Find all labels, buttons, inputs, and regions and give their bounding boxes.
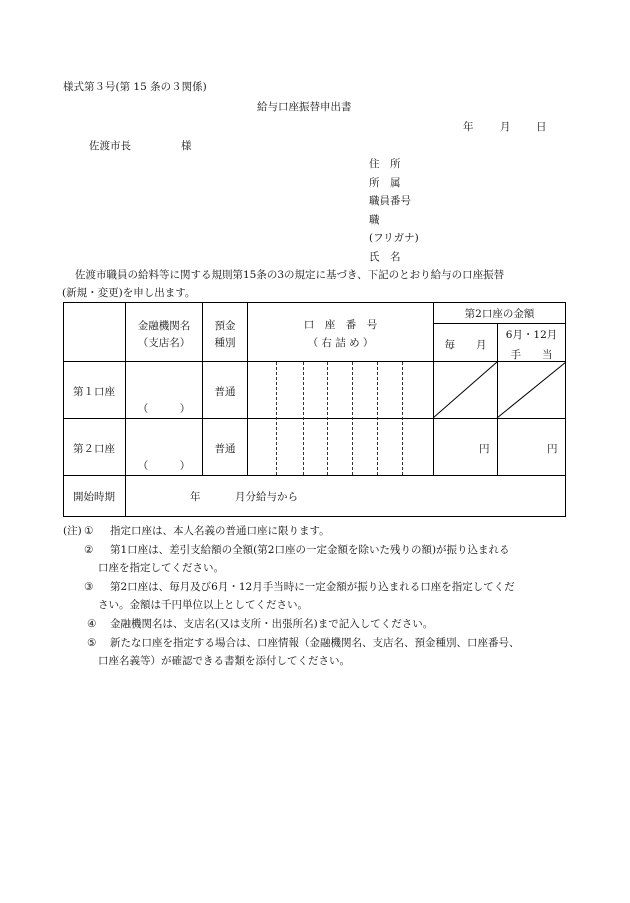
note-1-line-1: 指定口座は、本人名義の普通口座に限ります。 <box>110 525 330 537</box>
row-label-account-2: 第２口座 <box>73 443 115 455</box>
start-month-text: 月分給与から <box>235 491 298 503</box>
note-marker-4: ④ <box>87 618 97 630</box>
note-3-line-2: さい。金額は千円単位以上としてください。 <box>98 599 308 611</box>
date-month: 月 <box>500 121 511 133</box>
branch-blank-account-2: （ ） <box>137 460 191 472</box>
note-marker-5: ⑤ <box>87 637 97 649</box>
note-marker-1: ① <box>84 525 94 537</box>
field-employee-number: 職員番号 <box>369 195 411 207</box>
note-marker-2: ② <box>84 544 94 556</box>
yen-monthly: 円 <box>479 443 490 455</box>
not-applicable-marks <box>433 361 566 419</box>
note-2-line-2: 口座を指定してください。 <box>98 562 224 574</box>
deposit-type-account-2: 普通 <box>214 443 236 455</box>
header-account-number: 口 座 番 号 <box>303 319 378 331</box>
note-3-line-1: 第2口座は、毎月及び6月・12月手当時に一定金額が振り込まれる口座を指定してくだ <box>110 581 515 593</box>
note-5-line-1: 新たな口座を指定する場合は、口座情報（金融機関名、支店名、預金種別、口座番号、 <box>110 637 520 649</box>
header-bonus-months: 6月・12月 <box>505 329 558 341</box>
form-number: 様式第３号(第 15 条の３関係) <box>63 81 207 93</box>
header-deposit-type: 種別 <box>214 337 236 349</box>
note-5-line-2: 口座名義等）が確認できる書類を添付してください。 <box>98 655 350 667</box>
field-address: 住 所 <box>369 158 401 170</box>
header-right-align-note: （ 右 詰 め ） <box>307 337 374 349</box>
statement-line-1: 佐渡市職員の給料等に関する規則第15条の3の規定に基づき、下記のとおり給与の口座振替 <box>75 269 505 281</box>
start-year: 年 <box>190 491 201 503</box>
note-4-line-1: 金融機関名は、支店名(又は支所・出張所名)まで記入してください。 <box>110 618 434 630</box>
header-second-account-amount: 第2口座の金額 <box>464 308 535 320</box>
date-day: 日 <box>536 121 547 133</box>
date-year: 年 <box>463 121 474 133</box>
field-name: 氏 名 <box>369 251 401 263</box>
header-bonus-allowance: 手 当 <box>510 349 553 361</box>
account-table <box>63 302 566 517</box>
field-affiliation: 所 属 <box>369 177 401 189</box>
start-period-label: 開始時期 <box>73 491 115 503</box>
yen-bonus: 円 <box>547 443 558 455</box>
note-2-line-1: 第1口座は、差引支給額の全額(第2口座の一定金額を除いた残りの額)が振り込まれる <box>110 544 510 556</box>
header-deposit: 預金 <box>214 320 236 332</box>
field-furigana: (フリガナ) <box>369 232 419 244</box>
recipient-name: 佐渡市長 <box>89 140 131 152</box>
header-branch-name: （支店名） <box>137 337 191 349</box>
branch-blank-account-1: （ ） <box>137 403 191 415</box>
header-monthly: 毎 月 <box>444 339 487 351</box>
recipient-honorific: 様 <box>181 140 192 152</box>
deposit-type-account-1: 普通 <box>214 386 236 398</box>
notes-prefix: (注) <box>63 525 82 537</box>
statement-line-2: (新規・変更)を申し出ます。 <box>62 287 196 299</box>
page-title: 給与口座振替申出書 <box>257 101 352 113</box>
field-position: 職 <box>369 214 380 226</box>
note-marker-3: ③ <box>84 581 94 593</box>
row-label-account-1: 第１口座 <box>73 386 115 398</box>
header-bank-name: 金融機関名 <box>137 320 191 332</box>
